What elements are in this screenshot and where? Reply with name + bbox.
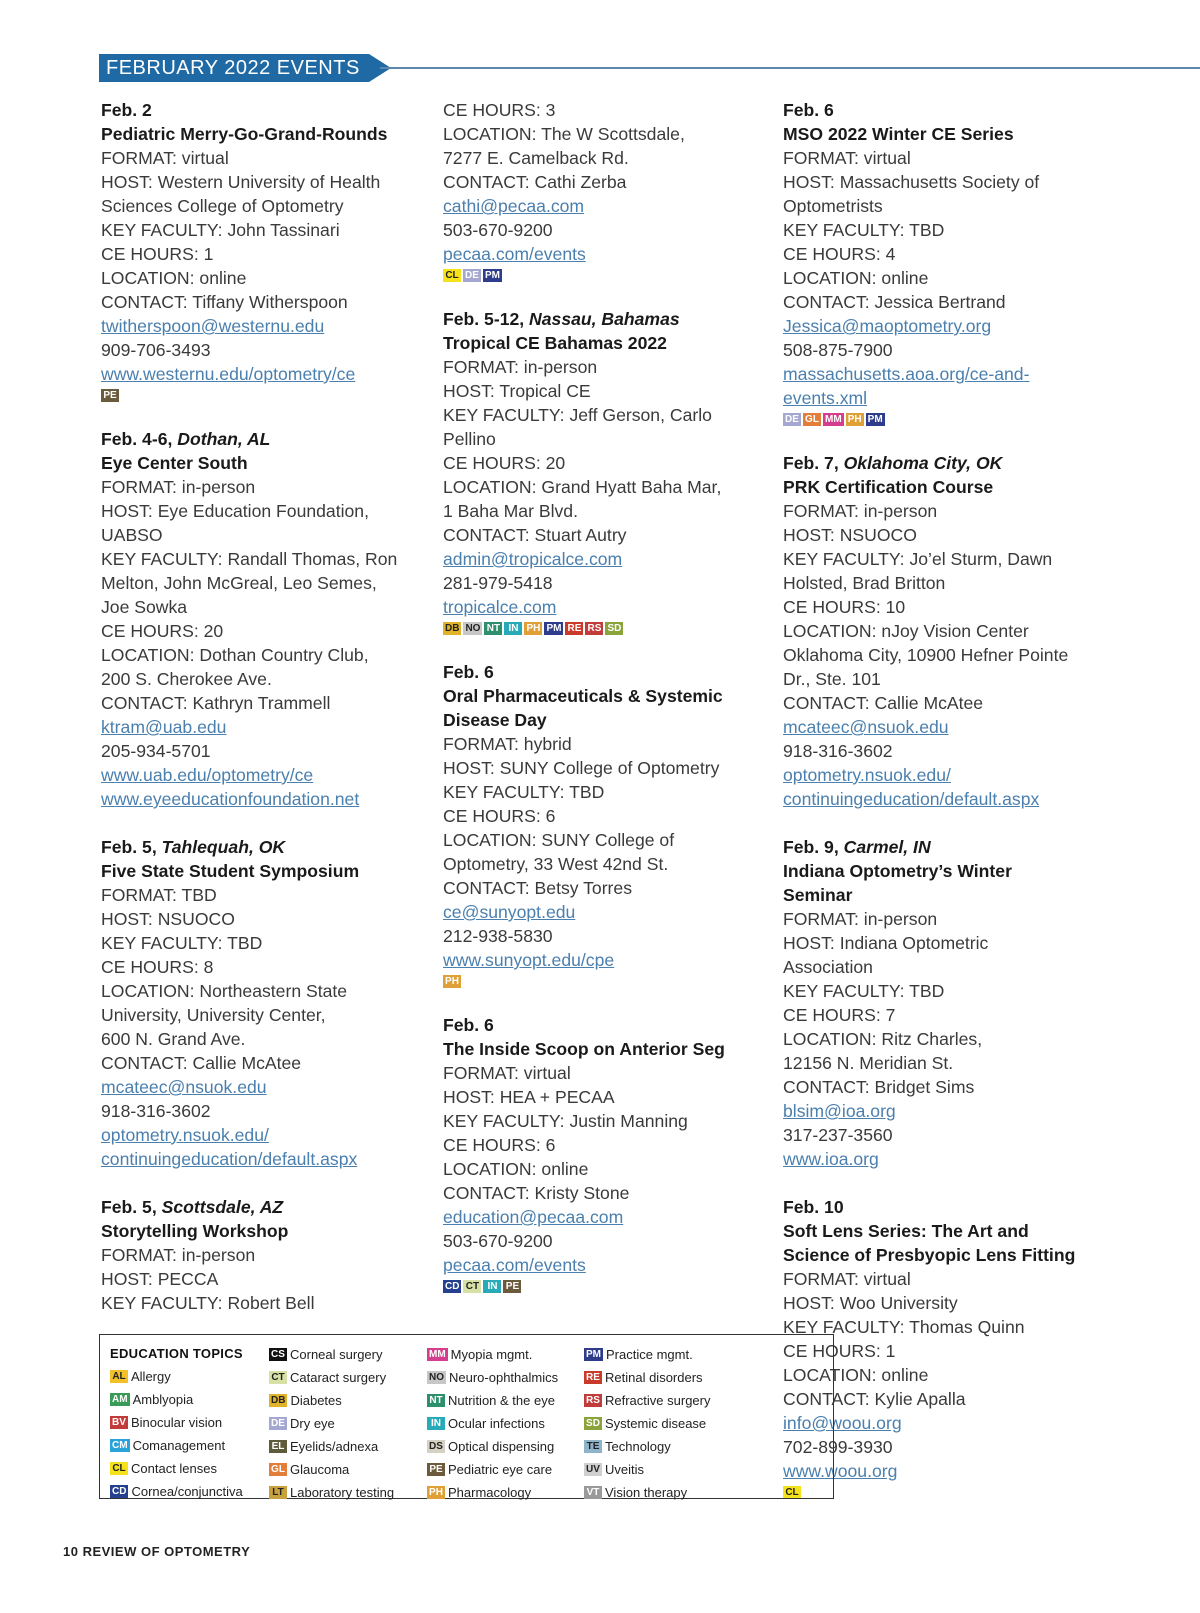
event-date: Feb. 5-12, Nassau, Bahamas [443,309,680,329]
legend-label: Dry eye [290,1416,335,1431]
legend-label: Technology [605,1439,671,1454]
event-email-link[interactable]: Jessica@maoptometry.org [783,316,992,336]
topic-tag-am: AM [112,1394,128,1405]
event-email-link[interactable]: blsim@ioa.org [783,1101,896,1121]
legend-label: Laboratory testing [290,1485,395,1500]
topic-tag-ph: PH [846,413,864,426]
event-detail: LOCATION: online [783,1365,929,1385]
legend-item [584,1366,710,1389]
legend-label: Pediatric eye care [448,1462,553,1477]
event-date: Feb. 4-6, Dothan, AL [101,429,271,449]
legend-column-2 [269,1343,394,1504]
event-phone: 702-899-3930 [783,1437,893,1457]
topic-tag-ct: CT [463,1280,481,1293]
topic-tag-in: IN [504,622,522,635]
event-topic-tags [783,413,1113,427]
topic-tag-pm: PM [586,1349,601,1360]
event-detail: CONTACT: Kathryn Trammell [101,693,331,713]
topic-tag-gl: GL [803,413,821,426]
topic-tag-in: IN [427,1417,445,1430]
topic-tag-cl: CL [110,1462,128,1475]
event-listing [101,1195,431,1315]
event-detail: HOST: Tropical CE [443,381,591,401]
legend-heading: EDUCATION TOPICS [110,1346,243,1361]
topic-tag-db: DB [445,623,460,634]
event-phone: 918-316-3602 [101,1101,211,1121]
event-detail: KEY FACULTY: TBD [783,220,945,240]
event-detail: KEY FACULTY: Randall Thomas, Ron [101,549,398,569]
legend-label: Uveitis [605,1462,645,1477]
legend-item [110,1434,243,1457]
event-topic-tags [443,269,773,283]
event-detail: CE HOURS: 3 [443,100,556,120]
legend-item [427,1366,558,1389]
event-detail: CONTACT: Stuart Autry [443,525,627,545]
event-detail: FORMAT: in-person [783,909,938,929]
topic-tag-re: RE [565,622,583,635]
events-column-3 [783,98,1113,1524]
topic-tag-pe: PE [503,1280,521,1293]
event-phone: 508-875-7900 [783,340,893,360]
topic-tag-mm: MM [825,414,842,425]
event-detail: KEY FACULTY: Thomas Quinn [783,1317,1025,1337]
event-detail: HOST: Indiana Optometric [783,933,989,953]
topic-tag-nt: NT [484,622,502,635]
legend-item [427,1343,558,1366]
topic-tag-ph: PH [443,975,461,988]
event-detail: 1 Baha Mar Blvd. [443,501,578,521]
event-detail: CE HOURS: 1 [101,244,214,264]
event-location: Nassau, Bahamas [529,309,680,329]
topic-tag-no: NO [429,1372,444,1383]
legend-label: Cataract surgery [290,1370,387,1385]
event-date: Feb. 5, Tahlequah, OK [101,837,286,857]
event-detail: 200 S. Cherokee Ave. [101,669,272,689]
topic-tag-de: DE [463,269,481,282]
event-website-link[interactable]: www.woou.org [783,1461,898,1481]
event-detail: Oklahoma City, 10900 Hefner Pointe [783,645,1069,665]
legend-label: Pharmacology [448,1485,532,1500]
legend-label: Amblyopia [132,1392,194,1407]
event-detail: 600 N. Grand Ave. [101,1029,246,1049]
legend-label: Corneal surgery [290,1347,383,1362]
legend-label: Contact lenses [131,1461,217,1476]
page-footer: 10 REVIEW OF OPTOMETRY [63,1544,251,1559]
topic-tag-bv: BV [110,1416,128,1429]
legend-label: Diabetes [290,1393,342,1408]
legend-item [269,1389,394,1412]
legend-column-1 [110,1343,243,1503]
event-email-link[interactable]: mcateec@nsuok.edu [101,1077,267,1097]
event-detail: LOCATION: SUNY College of [443,830,675,850]
event-detail: HOST: SUNY College of Optometry [443,758,720,778]
events-column-1 [101,98,431,1339]
event-website-link[interactable]: events.xml [783,388,868,408]
legend-item [269,1412,394,1435]
topic-tag-cd: CD [445,1281,460,1292]
event-detail: CE HOURS: 6 [443,1135,556,1155]
topic-tag-ct: CT [269,1371,287,1384]
event-detail: CONTACT: Cathi Zerba [443,172,627,192]
event-email-link[interactable]: mcateec@nsuok.edu [783,717,949,737]
event-website-link[interactable]: pecaa.com/events [443,244,586,264]
event-location: Dothan, AL [177,429,271,449]
legend-item [584,1481,710,1504]
topic-tag-vt: VT [584,1486,602,1499]
legend-item [269,1458,394,1481]
education-topics-legend [99,1334,834,1499]
legend-item [269,1366,394,1389]
event-email-link[interactable]: cathi@pecaa.com [443,196,585,216]
topic-tag-cd: CD [112,1486,127,1497]
event-detail: KEY FACULTY: Justin Manning [443,1111,688,1131]
legend-item [427,1458,558,1481]
event-detail: CONTACT: Betsy Torres [443,878,633,898]
topic-tag-rs: RS [584,1394,602,1407]
header-rule [380,67,1200,69]
event-listing [443,1013,773,1294]
legend-label: Systemic disease [605,1416,707,1431]
event-listing [783,451,1113,811]
event-title: Soft Lens Series: The Art and [783,1221,1029,1241]
legend-label: Myopia mgmt. [450,1347,533,1362]
legend-item [110,1457,243,1480]
event-detail: KEY FACULTY: TBD [101,933,263,953]
event-detail: CE HOURS: 4 [783,244,896,264]
event-detail: 7277 E. Camelback Rd. [443,148,629,168]
event-phone: 909-706-3493 [101,340,211,360]
event-detail: FORMAT: in-person [443,357,598,377]
event-website-link[interactable]: www.sunyopt.edu/cpe [443,950,615,970]
event-date: Feb. 2 [101,100,152,120]
event-detail: Optometrists [783,196,883,216]
event-date: Feb. 10 [783,1197,844,1217]
event-detail: Melton, John McGreal, Leo Semes, [101,573,377,593]
event-detail: CONTACT: Jessica Bertrand [783,292,1006,312]
section-banner [99,54,389,82]
event-detail: FORMAT: virtual [443,1063,571,1083]
legend-item [427,1389,558,1412]
legend-item [427,1412,558,1435]
event-listing [443,307,773,636]
event-phone: 503-670-9200 [443,1231,553,1251]
event-detail: University, University Center, [101,1005,326,1025]
topic-tag-cs: CS [269,1348,287,1361]
event-detail: FORMAT: virtual [101,148,229,168]
event-title: Five State Student Symposium [101,861,360,881]
event-location: Oklahoma City, OK [843,453,1003,473]
legend-column-4 [584,1343,710,1504]
event-date: Feb. 6 [783,100,834,120]
event-topic-tags [443,975,773,989]
event-title: The Inside Scoop on Anterior Seg [443,1039,725,1059]
event-title: Disease Day [443,710,547,730]
event-topic-tags [443,1280,773,1294]
event-website-link[interactable]: www.westernu.edu/optometry/ce [101,364,356,384]
event-detail: LOCATION: Dothan Country Club, [101,645,369,665]
legend-item [110,1365,243,1388]
event-date: Feb. 7, Oklahoma City, OK [783,453,1003,473]
event-detail: HOST: NSUOCO [783,525,917,545]
topic-tag-rs: RS [585,622,603,635]
legend-item [427,1481,558,1504]
topic-tag-pe: PE [101,389,119,402]
event-detail: FORMAT: TBD [101,885,217,905]
event-detail: CE HOURS: 20 [443,453,566,473]
topic-tag-ph: PH [427,1486,445,1499]
event-detail: LOCATION: online [101,268,247,288]
event-detail: FORMAT: hybrid [443,734,572,754]
event-location: Carmel, IN [843,837,931,857]
event-website-link[interactable]: continuingeducation/default.aspx [101,1149,358,1169]
event-detail: KEY FACULTY: Robert Bell [101,1293,315,1313]
topic-tag-db: DB [271,1395,286,1406]
event-email-link[interactable]: admin@tropicalce.com [443,549,623,569]
event-email-link[interactable]: ce@sunyopt.edu [443,902,576,922]
event-detail: 12156 N. Meridian St. [783,1053,954,1073]
event-email-link[interactable]: education@pecaa.com [443,1207,624,1227]
legend-label: Eyelids/adnexa [290,1439,379,1454]
event-title: PRK Certification Course [783,477,994,497]
event-email-link[interactable]: info@woou.org [783,1413,902,1433]
event-topic-tags [101,389,431,403]
event-detail: LOCATION: Northeastern State [101,981,348,1001]
topic-tag-mm: MM [429,1349,446,1360]
legend-label: Cornea/conjunctiva [131,1484,243,1499]
event-detail: CONTACT: Bridget Sims [783,1077,975,1097]
event-detail: Optometry, 33 West 42nd St. [443,854,669,874]
topic-tag-pm: PM [546,623,562,634]
event-detail: LOCATION: Grand Hyatt Baha Mar, [443,477,722,497]
topic-tag-pm: PM [867,414,883,425]
topic-tag-al: AL [110,1370,128,1383]
topic-tag-in: IN [483,1280,501,1293]
event-website-link[interactable]: tropicalce.com [443,597,557,617]
legend-item [584,1389,710,1412]
legend-label: Allergy [131,1369,171,1384]
event-listing [783,835,1113,1171]
event-phone: 503-670-9200 [443,220,553,240]
topic-tag-el: EL [269,1440,287,1453]
topic-tag-de: DE [269,1417,287,1430]
event-detail: FORMAT: in-person [101,477,256,497]
event-detail: CE HOURS: 20 [101,621,224,641]
event-website-link[interactable]: optometry.nsuok.edu/ [783,765,951,785]
topic-tag-cl: CL [443,269,461,282]
event-website-link[interactable]: optometry.nsuok.edu/ [101,1125,269,1145]
legend-label: Neuro-ophthalmics [449,1370,559,1385]
event-listing [443,660,773,989]
legend-label: Vision therapy [605,1485,688,1500]
legend-label: Optical dispensing [448,1439,555,1454]
legend-item [110,1411,243,1434]
topic-tag-pe: PE [427,1463,445,1476]
event-detail: Pellino [443,429,496,449]
event-detail: HOST: Western University of Health [101,172,381,192]
event-location: Scottsdale, AZ [161,1197,284,1217]
topic-tag-no: NO [465,623,481,634]
events-column-2 [443,98,773,1318]
legend-label: Binocular vision [131,1415,223,1430]
event-email-link[interactable]: ktram@uab.edu [101,717,227,737]
event-detail: LOCATION: Ritz Charles, [783,1029,983,1049]
event-phone: 212-938-5830 [443,926,553,946]
banner-title: FEBRUARY 2022 EVENTS [99,54,369,82]
event-detail: HOST: Woo University [783,1293,958,1313]
legend-column-3 [427,1343,558,1504]
event-website-link[interactable]: www.ioa.org [783,1149,879,1169]
event-detail: FORMAT: virtual [783,1269,911,1289]
event-title: Tropical CE Bahamas 2022 [443,333,667,353]
topic-tag-uv: UV [584,1463,602,1476]
topic-tag-lt: LT [269,1486,287,1499]
legend-label: Nutrition & the eye [448,1393,555,1408]
event-date: Feb. 5, Scottsdale, AZ [101,1197,284,1217]
topic-tag-nt: NT [427,1394,445,1407]
event-title: Seminar [783,885,853,905]
event-title: Indiana Optometry’s Winter [783,861,1012,881]
event-detail: HOST: Massachusetts Society of [783,172,1040,192]
event-detail: CE HOURS: 8 [101,957,214,977]
event-detail: LOCATION: online [443,1159,589,1179]
event-topic-tags [443,622,773,636]
event-detail: FORMAT: virtual [783,148,911,168]
legend-item [584,1343,710,1366]
event-detail: CONTACT: Callie McAtee [783,693,984,713]
legend-label: Comanagement [132,1438,226,1453]
event-phone: 205-934-5701 [101,741,211,761]
event-listing [101,427,431,811]
event-listing [101,835,431,1171]
event-title: Science of Presbyopic Lens Fitting [783,1245,1076,1265]
topic-tag-pm: PM [485,270,500,281]
legend-item [269,1481,394,1504]
event-website-link[interactable]: pecaa.com/events [443,1255,586,1275]
legend-item [269,1343,394,1366]
event-date: Feb. 6 [443,1015,494,1035]
topic-tag-sd: SD [605,622,623,635]
event-detail: CE HOURS: 6 [443,806,556,826]
event-detail: CE HOURS: 10 [783,597,906,617]
legend-label: Ocular infections [448,1416,545,1431]
event-website-link[interactable]: massachusetts.aoa.org/ce-and- [783,364,1030,384]
event-website-link[interactable]: www.eyeeducationfoundation.net [101,789,360,809]
event-title: Pediatric Merry-Go-Grand-Rounds [101,124,388,144]
event-detail: LOCATION: nJoy Vision Center [783,621,1029,641]
event-detail: Joe Sowka [101,597,188,617]
event-date: Feb. 9, Carmel, IN [783,837,931,857]
legend-item [110,1388,243,1411]
event-detail: Sciences College of Optometry [101,196,344,216]
event-detail: HOST: PECCA [101,1269,219,1289]
event-detail: CE HOURS: 7 [783,1005,896,1025]
legend-item [269,1435,394,1458]
event-detail: KEY FACULTY: TBD [443,782,605,802]
topic-tag-ph: PH [524,622,542,635]
topic-tag-cl: CL [783,1486,801,1499]
event-detail: CONTACT: Kylie Apalla [783,1389,966,1409]
event-date: Feb. 6 [443,662,494,682]
topic-tag-re: RE [584,1371,602,1384]
event-title: Storytelling Workshop [101,1221,289,1241]
event-website-link[interactable]: continuingeducation/default.aspx [783,789,1040,809]
event-detail: KEY FACULTY: Jo’el Sturm, Dawn [783,549,1053,569]
event-detail: FORMAT: in-person [101,1245,256,1265]
event-listing [443,98,773,283]
event-title: Oral Pharmaceuticals & Systemic [443,686,723,706]
event-website-link[interactable]: www.uab.edu/optometry/ce [101,765,314,785]
topic-tag-ds: DS [427,1440,445,1453]
event-detail: UABSO [101,525,163,545]
event-detail: KEY FACULTY: Jeff Gerson, Carlo [443,405,712,425]
event-phone: 281-979-5418 [443,573,553,593]
event-detail: FORMAT: in-person [783,501,938,521]
event-phone: 918-316-3602 [783,741,893,761]
event-detail: CONTACT: Kristy Stone [443,1183,630,1203]
event-listing [783,98,1113,427]
event-detail: HOST: NSUOCO [101,909,235,929]
legend-label: Practice mgmt. [606,1347,693,1362]
legend-label: Retinal disorders [605,1370,703,1385]
event-email-link[interactable]: twitherspoon@westernu.edu [101,316,325,336]
event-listing [101,98,431,403]
legend-item [584,1435,710,1458]
event-title: Eye Center South [101,453,248,473]
event-detail: HOST: HEA + PECAA [443,1087,615,1107]
event-detail: CONTACT: Tiffany Witherspoon [101,292,348,312]
topic-tag-sd: SD [584,1417,602,1430]
event-detail: Holsted, Brad Britton [783,573,946,593]
event-location: Tahlequah, OK [161,837,286,857]
legend-item [427,1435,558,1458]
topic-tag-gl: GL [269,1463,287,1476]
topic-tag-te: TE [584,1440,602,1453]
legend-item [110,1480,243,1503]
legend-item [584,1458,710,1481]
event-detail: LOCATION: The W Scottsdale, [443,124,685,144]
event-detail: Dr., Ste. 101 [783,669,881,689]
event-title: MSO 2022 Winter CE Series [783,124,1014,144]
event-detail: CE HOURS: 1 [783,1341,896,1361]
event-detail: KEY FACULTY: John Tassinari [101,220,340,240]
legend-label: Glaucoma [290,1462,350,1477]
legend-label: Refractive surgery [605,1393,711,1408]
event-detail: HOST: Eye Education Foundation, [101,501,369,521]
event-detail: Association [783,957,873,977]
event-detail: KEY FACULTY: TBD [783,981,945,1001]
legend-item [584,1412,710,1435]
topic-tag-de: DE [783,413,801,426]
event-detail: CONTACT: Callie McAtee [101,1053,302,1073]
event-phone: 317-237-3560 [783,1125,893,1145]
event-detail: LOCATION: online [783,268,929,288]
topic-tag-cm: CM [112,1440,128,1451]
